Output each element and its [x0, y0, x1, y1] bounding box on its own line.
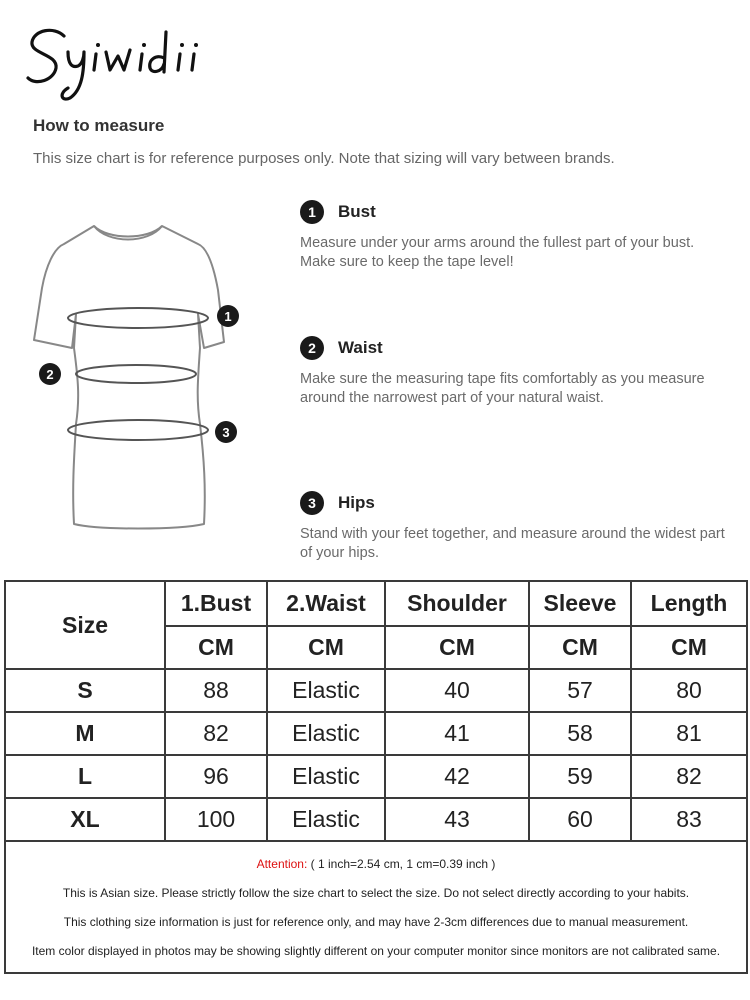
step-description: Stand with your feet together, and measure around the widest part of your hips.	[300, 526, 725, 561]
table-cell: 43	[385, 798, 529, 841]
table-cell: 82	[631, 755, 747, 798]
column-header-bust: 1.Bust	[165, 581, 267, 626]
unit-cell: CM	[631, 626, 747, 669]
table-row	[5, 798, 747, 841]
size-chart-disclaimer: This size chart is for reference purposes only. Note that sizing will vary between brands.	[33, 150, 615, 167]
size-chart-table	[4, 580, 748, 974]
unit-conversion: ( 1 inch=2.54 cm, 1 cm=0.39 inch )	[310, 857, 496, 871]
table-cell: 80	[631, 669, 747, 712]
marker-3-label: 3	[222, 425, 230, 440]
marker-hips	[215, 421, 237, 443]
table-cell: 41	[385, 712, 529, 755]
marker-1-label: 1	[224, 309, 232, 324]
step-waist	[300, 336, 730, 408]
marker-waist	[39, 363, 61, 385]
size-cell: XL	[5, 798, 165, 841]
table-cell: 88	[165, 669, 267, 712]
notes-cell	[5, 841, 747, 973]
unit-cell: CM	[267, 626, 385, 669]
brand-logo	[24, 14, 224, 104]
table-header-row	[5, 581, 747, 626]
table-cell: 40	[385, 669, 529, 712]
table-cell: 83	[631, 798, 747, 841]
table-cell: 42	[385, 755, 529, 798]
unit-cell: CM	[385, 626, 529, 669]
step-description: Measure under your arms around the fullest part of your bust. Make sure to keep the tape level!	[300, 235, 695, 270]
step-bust	[300, 200, 730, 272]
step-title: Waist	[338, 338, 383, 357]
note-line: This is Asian size. Please strictly follow the size chart to select the size. Do not select directly according to your habits.	[62, 886, 690, 900]
step-description: Make sure the measuring tape fits comfortably as you measure around the narrowest part of your natural waist.	[300, 371, 705, 406]
column-header-sleeve: Sleeve	[529, 581, 631, 626]
dress-illustration	[28, 218, 250, 536]
table-cell: 82	[165, 712, 267, 755]
table-row	[5, 669, 747, 712]
note-line: Item color displayed in photos may be showing slightly different on your computer monitor since monitors are not calibrated same.	[31, 944, 721, 958]
step-number-badge: 3	[300, 491, 324, 515]
size-cell: M	[5, 712, 165, 755]
table-cell: 81	[631, 712, 747, 755]
table-cell: 58	[529, 712, 631, 755]
unit-cell: CM	[165, 626, 267, 669]
column-header-shoulder: Shoulder	[385, 581, 529, 626]
unit-cell: CM	[529, 626, 631, 669]
column-header-length: Length	[631, 581, 747, 626]
marker-bust	[217, 305, 239, 327]
table-row	[5, 712, 747, 755]
table-cell: 96	[165, 755, 267, 798]
marker-2-label: 2	[46, 367, 54, 382]
step-title: Bust	[338, 202, 376, 221]
table-cell: 57	[529, 669, 631, 712]
column-header-waist: 2.Waist	[267, 581, 385, 626]
table-cell: 59	[529, 755, 631, 798]
step-hips	[300, 491, 730, 563]
size-column-header: Size	[5, 581, 165, 669]
table-cell: Elastic	[267, 712, 385, 755]
size-cell: S	[5, 669, 165, 712]
note-line: This clothing size information is just for reference only, and may have 2-3cm differences due to manual measurement.	[63, 915, 689, 929]
table-row	[5, 755, 747, 798]
table-cell: 100	[165, 798, 267, 841]
attention-line	[6, 850, 746, 879]
step-number-badge: 1	[300, 200, 324, 224]
table-cell: Elastic	[267, 669, 385, 712]
attention-label: Attention:	[256, 857, 308, 871]
size-cell: L	[5, 755, 165, 798]
step-title: Hips	[338, 493, 375, 512]
notes-row	[5, 841, 747, 973]
table-cell: 60	[529, 798, 631, 841]
how-to-measure-title: How to measure	[33, 116, 165, 135]
table-cell: Elastic	[267, 798, 385, 841]
table-cell: Elastic	[267, 755, 385, 798]
step-number-badge: 2	[300, 336, 324, 360]
